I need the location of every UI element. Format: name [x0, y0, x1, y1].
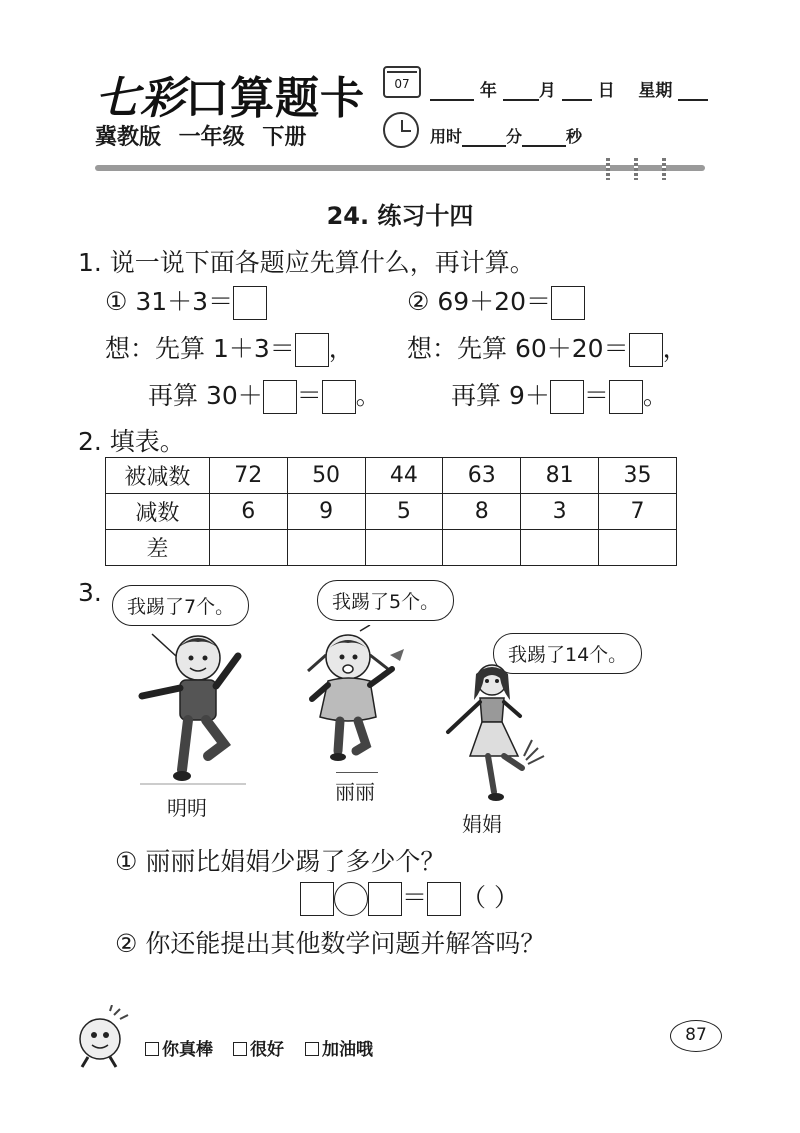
q1-b-expression — [407, 282, 585, 320]
q3-number: 3. — [78, 578, 102, 607]
q1-a-then-end: 。 — [355, 381, 381, 410]
answer-cell[interactable] — [521, 530, 599, 566]
table-cell: 35 — [599, 458, 677, 494]
q1-b-comma: ， — [662, 334, 688, 363]
answer-cell[interactable] — [209, 530, 287, 566]
q1-a-expr-text: ① 31＋3＝ — [105, 287, 234, 316]
q3-sub2: ② 你还能提出其他数学问题并解答吗？ — [115, 929, 546, 958]
calendar-day: 07 — [394, 77, 410, 91]
q1-a-then — [148, 376, 381, 414]
q1-a-think-box[interactable] — [295, 333, 329, 367]
table-row-minuend — [106, 458, 677, 494]
lesson-title: 24. 练习十四 — [326, 202, 474, 230]
speech-bubble-mingming: 我踢了7个。 — [112, 585, 249, 626]
second-label: 秒 — [566, 127, 583, 146]
checkbox-great[interactable] — [145, 1042, 159, 1056]
q1-a-expression — [105, 282, 267, 320]
q3-operand2-box[interactable] — [368, 882, 402, 916]
q1-b-then — [451, 376, 668, 414]
table-cell: 7 — [599, 494, 677, 530]
rating-label-keep-going: 加油哦 — [322, 1040, 373, 1060]
day-label: 日 — [597, 81, 615, 101]
time-label: 用时 — [430, 127, 463, 146]
q1-b-think — [407, 329, 688, 367]
minute-label: 分 — [506, 127, 523, 146]
q1-b-then-pre: 再算 9＋ — [451, 381, 550, 410]
q3-eq-sign: ＝ — [402, 883, 428, 912]
month-blank[interactable] — [503, 83, 539, 101]
q3-result-box[interactable] — [427, 882, 461, 916]
rating-label-good: 很好 — [250, 1040, 284, 1060]
binder-rings-icon — [606, 158, 690, 184]
q1-a-comma: ， — [328, 334, 354, 363]
q1-prompt: 1. 说一说下面各题应先算什么，再计算。 — [78, 248, 535, 277]
q1-b-then-end: 。 — [642, 381, 668, 410]
table-row-subtrahend — [106, 494, 677, 530]
table-cell: 72 — [209, 458, 287, 494]
year-blank[interactable] — [430, 83, 474, 101]
q1-a-then-box1[interactable] — [263, 380, 297, 414]
day-blank[interactable] — [562, 83, 592, 101]
q1-b-think-box[interactable] — [629, 333, 663, 367]
girl-lili-illustration — [300, 625, 410, 775]
table-row-difference — [106, 530, 677, 566]
q1-b-think-text: 想：先算 60＋20＝ — [407, 334, 629, 363]
mascot-icon — [70, 1005, 134, 1069]
table-cell: 63 — [443, 458, 521, 494]
q3-operator-circle[interactable] — [334, 882, 368, 916]
kid-name-juanjuan: 娟娟 — [462, 812, 502, 836]
rating-option-keep-going[interactable] — [305, 1035, 373, 1060]
table-cell: 81 — [521, 458, 599, 494]
answer-cell[interactable] — [443, 530, 521, 566]
lili-ground-line — [336, 772, 378, 773]
boy-kicking-illustration — [130, 620, 260, 790]
row-header: 差 — [106, 530, 210, 566]
q1-a-think — [105, 329, 354, 367]
calendar-icon — [383, 66, 421, 98]
q1-a-answer-box[interactable] — [233, 286, 267, 320]
answer-cell[interactable] — [287, 530, 365, 566]
q3-unit-blank[interactable]: （ ） — [461, 883, 519, 912]
girl-juanjuan-illustration — [440, 660, 550, 805]
rating-option-great[interactable] — [145, 1035, 213, 1060]
q2-prompt: 2. 填表。 — [78, 427, 185, 456]
table-cell: 9 — [287, 494, 365, 530]
q3-equation — [300, 878, 519, 916]
speech-bubble-lili: 我踢了5个。 — [317, 580, 454, 621]
row-header: 减数 — [106, 494, 210, 530]
checkbox-keep-going[interactable] — [305, 1042, 319, 1056]
page-number: 87 — [670, 1020, 722, 1052]
q1-a-then-eq: ＝ — [296, 381, 322, 410]
q3-operand1-box[interactable] — [300, 882, 334, 916]
q1-b-then-box1[interactable] — [550, 380, 584, 414]
q1-a-think-text: 想：先算 1＋3＝ — [105, 334, 295, 363]
year-label: 年 — [479, 81, 497, 101]
kid-name-lili: 丽丽 — [335, 780, 375, 804]
q1-b-then-eq: ＝ — [583, 381, 609, 410]
answer-cell[interactable] — [365, 530, 443, 566]
table-cell: 6 — [209, 494, 287, 530]
answer-cell[interactable] — [599, 530, 677, 566]
rating-option-good[interactable] — [233, 1035, 284, 1060]
speech-bubble-juanjuan: 我踢了14个。 — [493, 633, 642, 674]
kid-name-mingming: 明明 — [167, 796, 207, 820]
month-label: 月 — [538, 81, 556, 101]
weekday-blank[interactable] — [678, 83, 708, 101]
time-line — [430, 124, 582, 147]
brand-title — [95, 62, 365, 126]
q3-sub1: ① 丽丽比娟娟少踢了多少个？ — [115, 847, 446, 876]
table-cell: 50 — [287, 458, 365, 494]
edition-label: 冀教版 一年级 下册 — [95, 125, 307, 150]
q1-b-expr-text: ② 69＋20＝ — [407, 287, 551, 316]
date-line — [430, 76, 708, 101]
row-header: 被减数 — [106, 458, 210, 494]
subtraction-table — [105, 457, 677, 566]
minute-blank[interactable] — [462, 129, 506, 147]
brand-title-b: 口算题卡 — [185, 73, 365, 124]
brand-title-a: 七彩 — [95, 73, 185, 124]
q1-a-then-box2[interactable] — [322, 380, 356, 414]
q1-b-answer-box[interactable] — [551, 286, 585, 320]
q1-a-then-pre: 再算 30＋ — [148, 381, 263, 410]
q1-b-then-box2[interactable] — [609, 380, 643, 414]
checkbox-good[interactable] — [233, 1042, 247, 1056]
rating-label-great: 你真棒 — [162, 1040, 213, 1060]
table-cell: 44 — [365, 458, 443, 494]
table-cell: 8 — [443, 494, 521, 530]
second-blank[interactable] — [522, 129, 566, 147]
table-cell: 5 — [365, 494, 443, 530]
clock-icon — [383, 112, 419, 148]
weekday-label: 星期 — [638, 81, 673, 101]
table-cell: 3 — [521, 494, 599, 530]
